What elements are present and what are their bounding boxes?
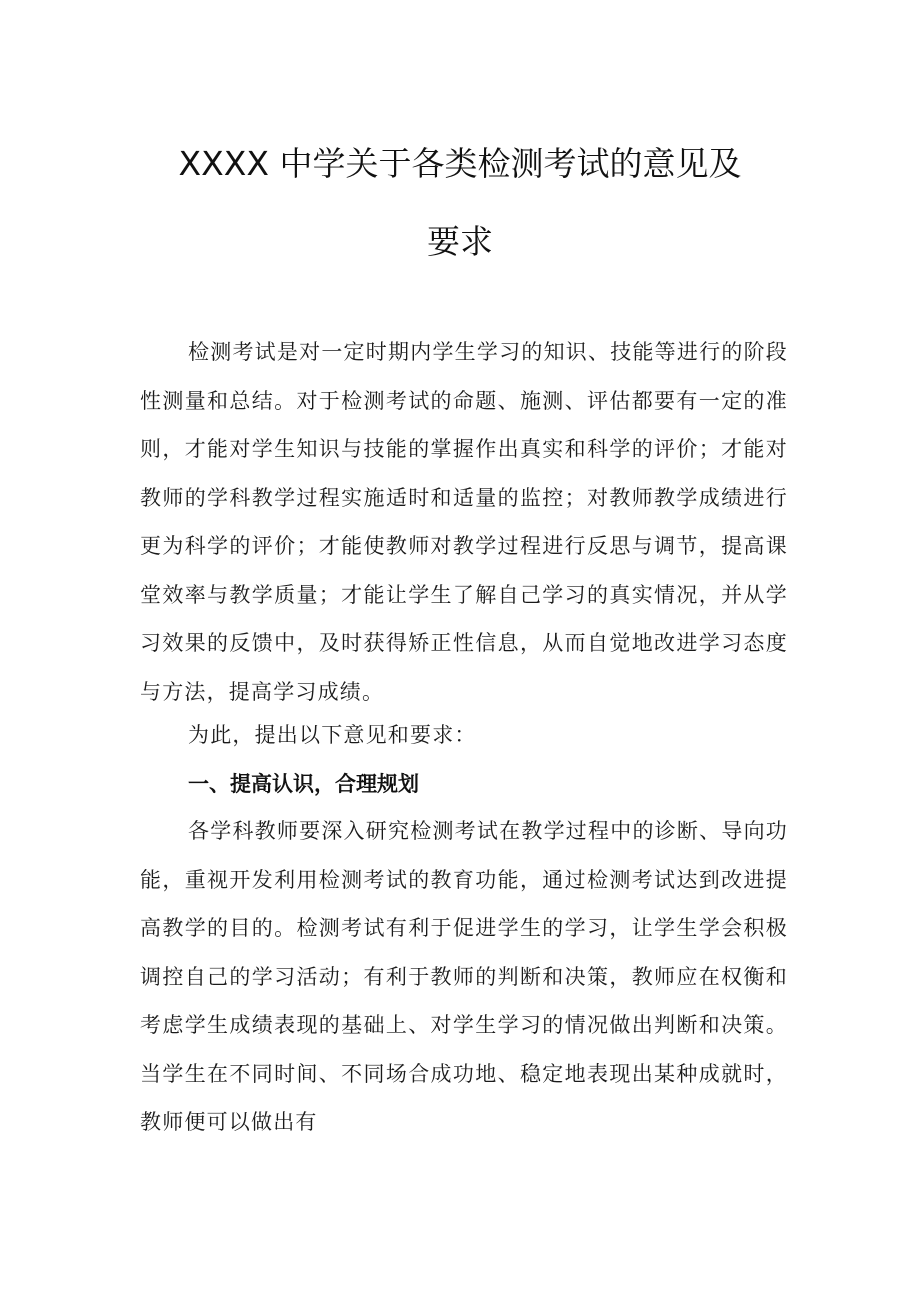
document-title-line2: 要求 (427, 222, 493, 261)
paragraph-proposal: 为此，提出以下意见和要求： (188, 723, 477, 747)
section-heading-1: 一、提高认识，合理规划 (188, 772, 419, 796)
paragraph-intro: 检测考试是对一定时期内学生学习的知识、技能等进行的阶段性测量和总结。对于检测考试的命题、施测、评估都要有一定的准则，才能对学生知识与技能的掌握作出真实和科学的评价；才能对教师的学科教学过程实施适时和适量的监控；对教师教学成绩进行更为科学的评价；才能使教师对教学过程进行反思与调节，提高课堂效率与教学质量；才能让学生了解自己学习的真实情况，并从学习效果的反馈中，及时获得矫正性信息，从而自觉地改进学习态度与方法，提高学习成绩。 (140, 340, 788, 704)
paragraph-section1: 各学科教师要深入研究检测考试在教学过程中的诊断、导向功能，重视开发利用检测考试的教育功能，通过检测考试达到改进提高教学的目的。检测考试有利于促进学生的学习，让学生学会积极调控自己的学习活动；有利于教师的判断和决策，教师应在权衡和考虑学生成绩表现的基础上、对学生学习的情况做出判断和决策。当学生在不同时间、不同场合成功地、稳定地表现出某种成就时，教师便可以做出有 (140, 819, 788, 1134)
document-title-line1: XXXX 中学关于各类检测考试的意见及 (178, 144, 742, 183)
